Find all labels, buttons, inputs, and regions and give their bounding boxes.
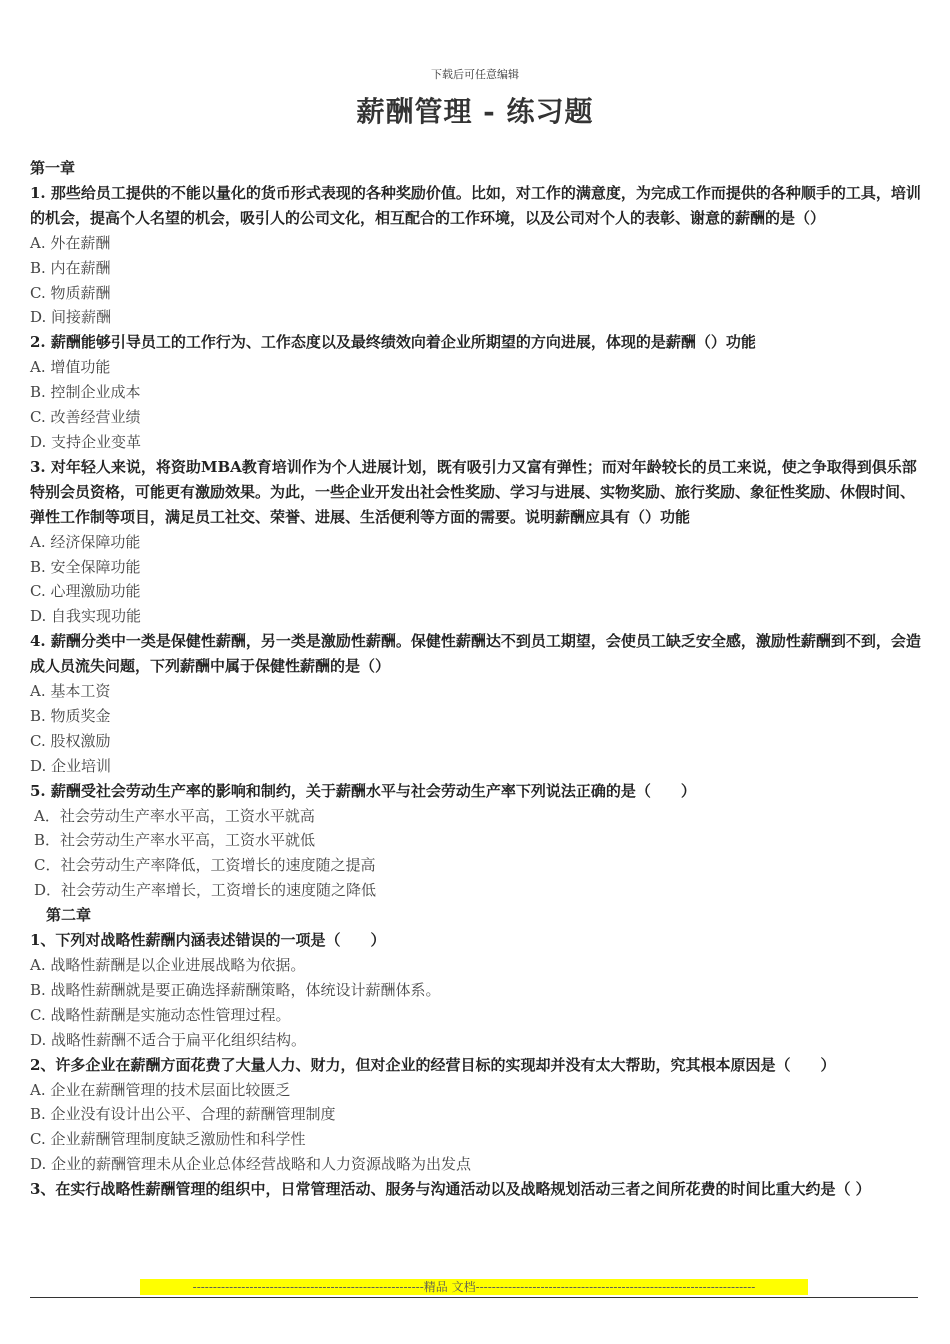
question-8: 3、在实行战略性薪酬管理的组织中，日常管理活动、服务与沟通活动以及战略规划活动三者之间所花费的时间比重大约是（ ） bbox=[30, 1180, 871, 1199]
question-3: 3. 对年轻人来说，将资助MBA教育培训作为个人进展计划，既有吸引力又富有弹性；而对年龄较长的员工来说，使之争取得到俱乐部特别会员资格，可能更有激励效果。为此，一些企业开发出社会性奖励、学习与进展、实物奖励、旅行奖励、象征性奖励、休假时间、弹性工作制等项目，满足员工社交、荣誉、进展、生活便利等方面的需要。说明薪酬应具有（）功能 bbox=[30, 457, 917, 526]
footer-divider bbox=[30, 1297, 918, 1298]
option-d: D. 战略性薪酬不适合于扁平化组织结构。 bbox=[30, 1030, 307, 1049]
option-d: D. 企业的薪酬管理未从企业总体经营战略和人力资源战略为出发点 bbox=[30, 1155, 472, 1174]
option-b: B. 战略性薪酬就是要正确选择薪酬策略，体统设计薪酬体系。 bbox=[30, 980, 441, 999]
option-c: C．社会劳动生产率降低，工资增长的速度随之提高 bbox=[34, 856, 376, 875]
chapter-heading: 第一章 bbox=[30, 159, 76, 177]
option-c: C. 股权激励 bbox=[30, 731, 111, 750]
option-b: B. 物质奖金 bbox=[30, 706, 111, 725]
question-4: 4. 薪酬分类中一类是保健性薪酬，另一类是激励性薪酬。保健性薪酬达不到员工期望，会使员工缺乏安全感，激励性薪酬到不到，会造成人员流失问题，下列薪酬中属于保健性薪酬的是（） bbox=[30, 632, 921, 676]
option-c: C. 改善经营业绩 bbox=[30, 408, 141, 427]
document-title: 薪酬管理 - 练习题 bbox=[356, 95, 594, 128]
option-b: B. 控制企业成本 bbox=[30, 383, 141, 402]
option-d: D. 支持企业变革 bbox=[30, 432, 142, 451]
option-c: C. 心理激励功能 bbox=[30, 582, 141, 601]
option-a: A. 外在薪酬 bbox=[30, 233, 111, 252]
option-c: C. 物质薪酬 bbox=[30, 283, 111, 302]
option-a: A. 企业在薪酬管理的技术层面比较匮乏 bbox=[30, 1080, 291, 1099]
option-c: C. 战略性薪酬是实施动态性管理过程。 bbox=[30, 1005, 291, 1024]
option-d: D. 企业培训 bbox=[30, 756, 112, 775]
option-b: B. 安全保障功能 bbox=[30, 557, 141, 576]
option-a: A．社会劳动生产率水平高，工资水平就高 bbox=[34, 806, 315, 825]
question-5: 5. 薪酬受社会劳动生产率的影响和制约，关于薪酬水平与社会劳动生产率下列说法正确的是（ ） bbox=[30, 781, 696, 800]
chapter-heading: 第二章 bbox=[46, 906, 92, 925]
footer-banner: ---------------------------------------------------------精品 文档--------------------------------------------------------------------- bbox=[140, 1279, 808, 1295]
option-a: A. 增值功能 bbox=[30, 358, 111, 377]
option-d: D. 自我实现功能 bbox=[30, 607, 142, 626]
question-7: 2、许多企业在薪酬方面花费了大量人力、财力，但对企业的经营目标的实现却并没有太大帮助，究其根本原因是（ ） bbox=[30, 1055, 836, 1074]
option-d: D. 间接薪酬 bbox=[30, 308, 112, 327]
option-a: A. 经济保障功能 bbox=[30, 532, 141, 551]
question-6: 1、下列对战略性薪酬内涵表述错误的一项是（ ） bbox=[30, 931, 386, 950]
question-2: 2. 薪酬能够引导员工的工作行为、工作态度以及最终绩效向着企业所期望的方向进展，体现的是薪酬（）功能 bbox=[30, 333, 756, 352]
option-b: B. 企业没有设计出公平、合理的薪酬管理制度 bbox=[30, 1105, 336, 1124]
option-b: B．社会劳动生产率水平高，工资水平就低 bbox=[34, 831, 316, 850]
option-a: A. 战略性薪酬是以企业进展战略为依据。 bbox=[30, 956, 306, 974]
option-c: C. 企业薪酬管理制度缺乏激励性和科学性 bbox=[30, 1130, 306, 1149]
option-d: D．社会劳动生产率增长，工资增长的速度随之降低 bbox=[34, 881, 377, 900]
option-a: A. 基本工资 bbox=[30, 682, 111, 701]
question-1: 1. 那些给员工提供的不能以量化的货币形式表现的各种奖励价值。比如，对工作的满意度，为完成工作而提供的各种顺手的工具，培训的机会，提高个人名望的机会，吸引人的公司文化，相互配合的工作环境，以及公司对个人的表彰、谢意的薪酬的是（） bbox=[30, 183, 921, 227]
option-b: B. 内在薪酬 bbox=[30, 258, 111, 277]
header-note: 下载后可任意编辑 bbox=[431, 68, 519, 81]
document-body bbox=[30, 156, 925, 1202]
